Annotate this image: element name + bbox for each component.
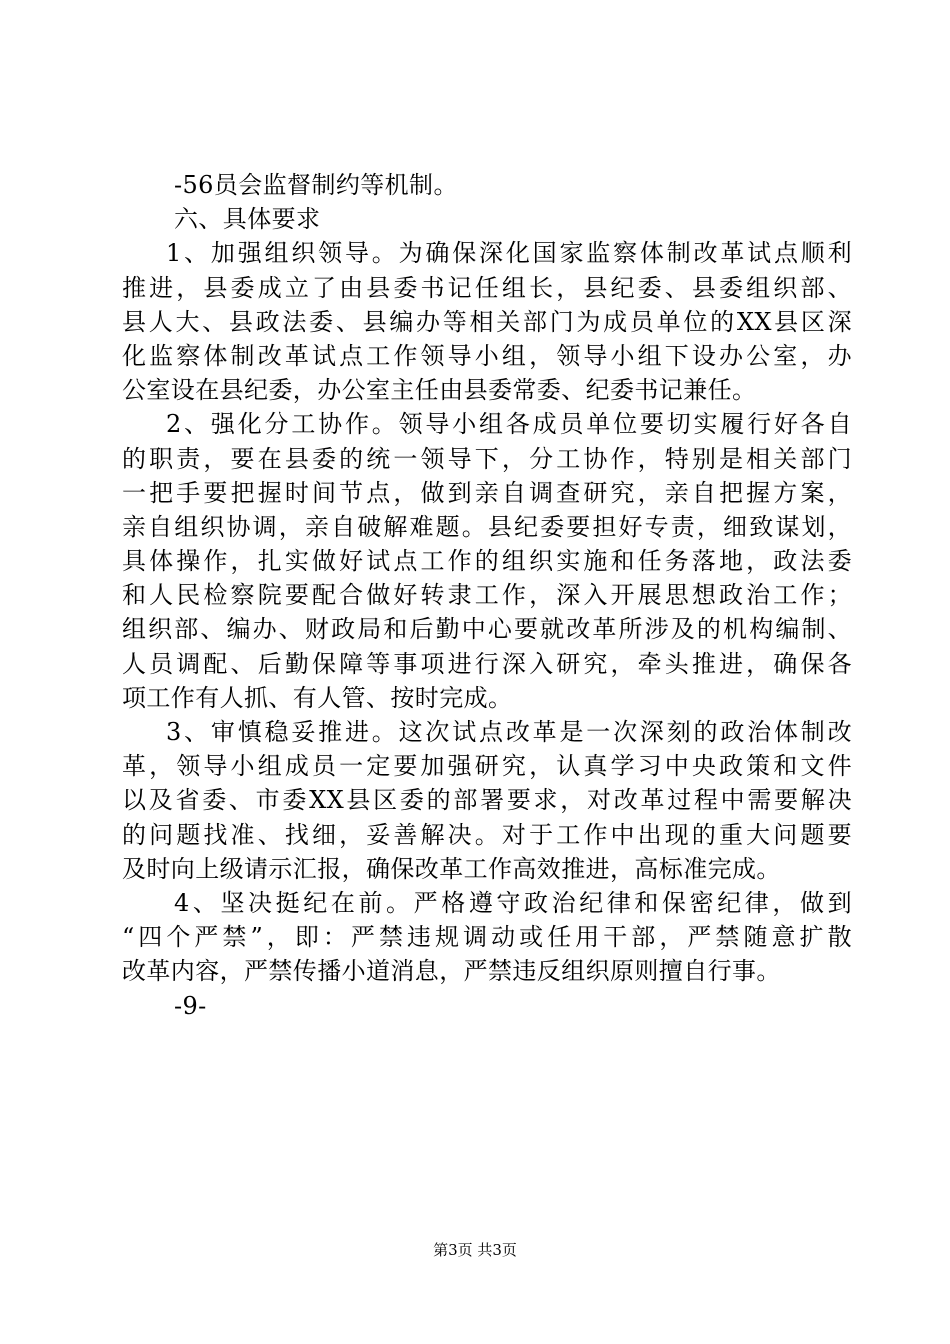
inline-page-number: -9- xyxy=(174,991,207,1020)
paragraph-2-line: 2、强化分工协作。领导小组各成员单位要切实履行好各自 xyxy=(166,410,852,439)
paragraph-2-line: 和人民检察院要配合做好转隶工作，深入开展思想政治工作； xyxy=(122,581,852,610)
page-indicator: 第3页 共3页 xyxy=(433,1241,517,1259)
paragraph-2-line: 具体操作，扎实做好试点工作的组织实施和任务落地，政法委 xyxy=(122,547,852,576)
paragraph-4-line: “四个严禁”，即：严禁违规调动或任用干部，严禁随意扩散 xyxy=(122,923,852,952)
paragraph-1-line: 推进，县委成立了由县委书记任组长，县纪委、县委组织部、 xyxy=(122,273,852,302)
paragraph-2-line: 亲自组织协调，亲自破解难题。县纪委要担好专责，细致谋划， xyxy=(122,512,852,541)
paragraph-3-line: 革，领导小组成员一定要加强研究，认真学习中央政策和文件 xyxy=(122,752,852,781)
paragraph-1-line: 化监察体制改革试点工作领导小组，领导小组下设办公室，办 xyxy=(122,341,852,370)
paragraph-2-line: 一把手要把握时间节点，做到亲自调查研究，亲自把握方案， xyxy=(122,478,852,507)
paragraph-3-line: 的问题找准、找细，妥善解决。对于工作中出现的重大问题要 xyxy=(122,820,852,849)
paragraph-2-line: 组织部、编办、财政局和后勤中心要就改革所涉及的机构编制、 xyxy=(122,615,852,644)
paragraph-2-line: 项工作有人抓、有人管、按时完成。 xyxy=(122,683,513,712)
paragraph-3-line: 以及省委、市委XX县区委的部署要求，对改革过程中需要解决 xyxy=(122,786,852,815)
paragraph-2-line: 的职责，要在县委的统一领导下，分工协作，特别是相关部门 xyxy=(122,444,852,473)
paragraph-1-line: 县人大、县政法委、县编办等相关部门为成员单位的XX县区深 xyxy=(122,307,852,336)
paragraph-4-line: 改革内容，严禁传播小道消息，严禁违反组织原则擅自行事。 xyxy=(122,957,781,986)
paragraph-1-line: 公室设在县纪委，办公室主任由县委常委、纪委书记兼任。 xyxy=(122,376,757,405)
paragraph-2-line: 人员调配、后勤保障等事项进行深入研究，牵头推进，确保各 xyxy=(122,649,852,678)
paragraph-3-line: 及时向上级请示汇报，确保改革工作高效推进，高标准完成。 xyxy=(122,854,781,883)
text-line: -56员会监督制约等机制。 xyxy=(174,171,458,199)
page-footer xyxy=(0,1240,950,1260)
paragraph-1-line: 1、加强组织领导。为确保深化国家监察体制改革试点顺利 xyxy=(166,239,852,268)
paragraph-4-line: 4、坚决挺纪在前。严格遵守政治纪律和保密纪律，做到 xyxy=(174,888,852,917)
paragraph-3-line: 3、审慎稳妥推进。这次试点改革是一次深刻的政治体制改 xyxy=(166,718,852,746)
section-heading: 六、具体要求 xyxy=(174,205,321,234)
document-body xyxy=(122,168,852,1023)
